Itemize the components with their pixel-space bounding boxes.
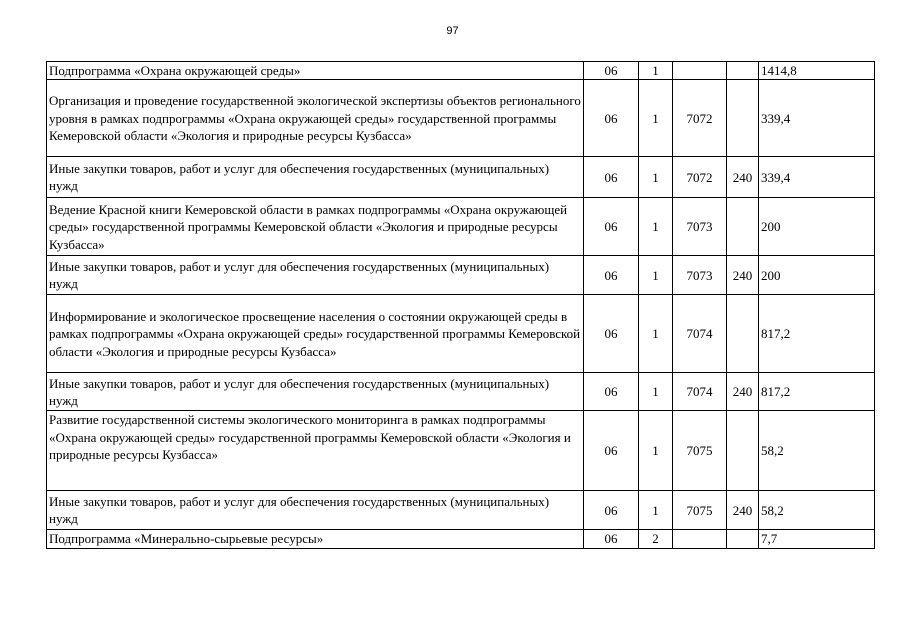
expense-name-cell: Информирование и экологическое просвещение населения о состоянии окружающей среды в рамках подпрограммы «Охрана окружающей среды» государственной программы Кемеровской области «Экология и природные ресурсы Кузбасса»: [47, 295, 584, 373]
table-row: [47, 491, 875, 530]
section-cell: 06: [584, 157, 639, 198]
target-article-cell: 7075: [673, 491, 727, 530]
target-article-cell: [673, 62, 727, 80]
expense-name-cell: Иные закупки товаров, работ и услуг для обеспечения государственных (муниципальных) нужд: [47, 373, 584, 411]
amount-cell: 200: [759, 198, 875, 256]
expense-type-cell: [727, 80, 759, 157]
expense-name-cell: Иные закупки товаров, работ и услуг для обеспечения государственных (муниципальных) нужд: [47, 491, 584, 530]
section-cell: 06: [584, 80, 639, 157]
table-row: [47, 295, 875, 373]
section-cell: 06: [584, 256, 639, 295]
target-article-cell: 7074: [673, 373, 727, 411]
table-row: [47, 62, 875, 80]
subsection-cell: 1: [639, 256, 673, 295]
subsection-cell: 1: [639, 411, 673, 491]
subsection-cell: 1: [639, 491, 673, 530]
subsection-cell: 1: [639, 157, 673, 198]
amount-cell: 817,2: [759, 295, 875, 373]
target-article-cell: 7074: [673, 295, 727, 373]
section-cell: 06: [584, 62, 639, 80]
table-row: [47, 256, 875, 295]
expense-type-cell: 240: [727, 157, 759, 198]
table-row: [47, 373, 875, 411]
section-cell: 06: [584, 198, 639, 256]
subsection-cell: 1: [639, 62, 673, 80]
table-row: [47, 157, 875, 198]
section-cell: 06: [584, 491, 639, 530]
expense-name-cell: Развитие государственной системы экологического мониторинга в рамках подпрограммы «Охрана окружающей среды» государственной программы Кемеровской области «Экология и природные ресурсы Кузбасса»: [47, 411, 584, 491]
expense-name-cell: Организация и проведение государственной экологической экспертизы объектов регионального уровня в рамках подпрограммы «Охрана окружающей среды» государственной программы Кемеровской области «Экология и природные ресурсы Кузбасса»: [47, 80, 584, 157]
table-row: [47, 80, 875, 157]
expense-name-cell: Подпрограмма «Охрана окружающей среды»: [47, 62, 584, 80]
subsection-cell: 1: [639, 295, 673, 373]
expense-type-cell: [727, 198, 759, 256]
amount-cell: 58,2: [759, 411, 875, 491]
subsection-cell: 1: [639, 198, 673, 256]
section-cell: 06: [584, 530, 639, 548]
expense-type-cell: 240: [727, 491, 759, 530]
amount-cell: 58,2: [759, 491, 875, 530]
subsection-cell: 2: [639, 530, 673, 548]
expense-type-cell: [727, 62, 759, 80]
expense-type-cell: 240: [727, 373, 759, 411]
expense-type-cell: 240: [727, 256, 759, 295]
amount-cell: 339,4: [759, 80, 875, 157]
expense-name-cell: Иные закупки товаров, работ и услуг для обеспечения государственных (муниципальных) нужд: [47, 256, 584, 295]
table-row: [47, 530, 875, 548]
expense-type-cell: [727, 411, 759, 491]
target-article-cell: 7072: [673, 157, 727, 198]
section-cell: 06: [584, 373, 639, 411]
amount-cell: 817,2: [759, 373, 875, 411]
page-number: 97: [446, 25, 459, 37]
target-article-cell: 7075: [673, 411, 727, 491]
target-article-cell: 7073: [673, 198, 727, 256]
table-row: [47, 198, 875, 256]
amount-cell: 7,7: [759, 530, 875, 548]
expense-type-cell: [727, 530, 759, 548]
amount-cell: 339,4: [759, 157, 875, 198]
expense-name-cell: Подпрограмма «Минерально-сырьевые ресурсы»: [47, 530, 584, 548]
table-row: [47, 411, 875, 491]
target-article-cell: [673, 530, 727, 548]
section-cell: 06: [584, 411, 639, 491]
expense-type-cell: [727, 295, 759, 373]
subsection-cell: 1: [639, 80, 673, 157]
subsection-cell: 1: [639, 373, 673, 411]
expense-name-cell: Иные закупки товаров, работ и услуг для обеспечения государственных (муниципальных) нужд: [47, 157, 584, 198]
amount-cell: 1414,8: [759, 62, 875, 80]
target-article-cell: 7072: [673, 80, 727, 157]
section-cell: 06: [584, 295, 639, 373]
expense-name-cell: Ведение Красной книги Кемеровской области в рамках подпрограммы «Охрана окружающей среды» государственной программы Кемеровской области «Экология и природные ресурсы Кузбасса»: [47, 198, 584, 256]
budget-table: [46, 61, 875, 549]
amount-cell: 200: [759, 256, 875, 295]
target-article-cell: 7073: [673, 256, 727, 295]
